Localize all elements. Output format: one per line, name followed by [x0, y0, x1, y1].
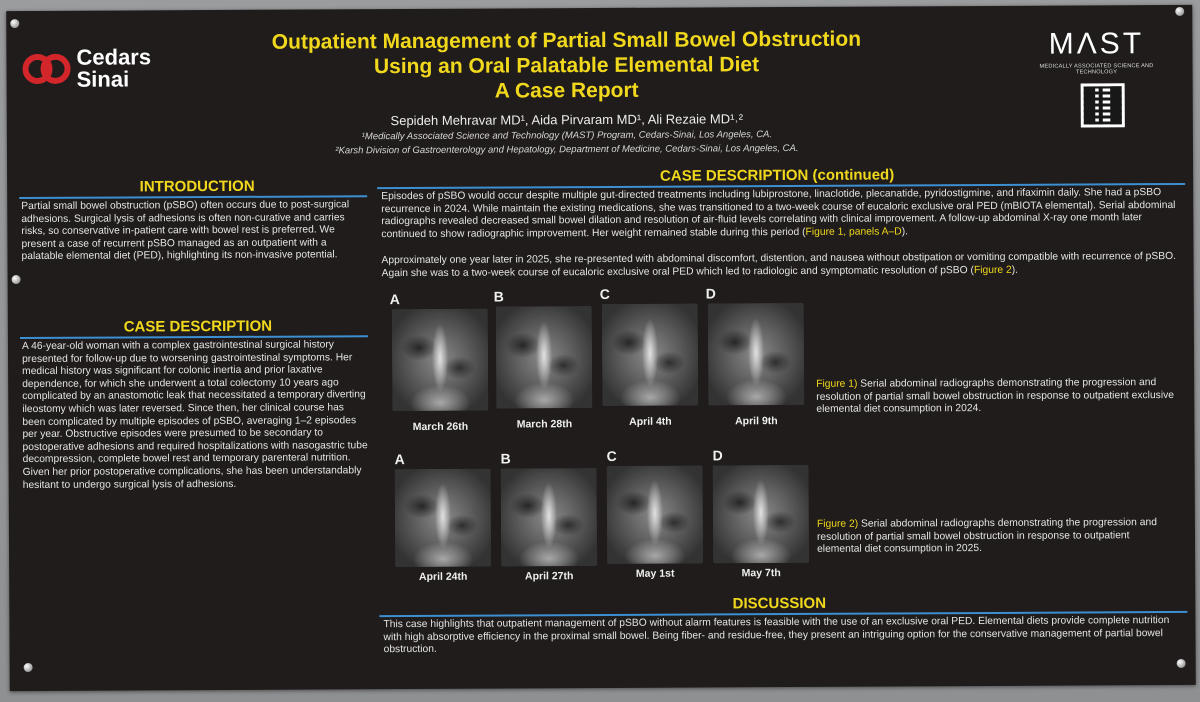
- fig2-xray-c: [607, 465, 704, 564]
- poster-title: [236, 26, 896, 104]
- fig1-xray-a: [392, 309, 489, 412]
- discussion-text: This case highlights that outpatient management of pSBO without alarm features is feasible with the use of an exclusive oral PED. Elemental diets provide complete nutrition with high absorptive efficiency in the proximal small bowel. Being fiber- and residue-free, they present an intriguing option for the conservative management of partial bowel obstruction.: [383, 615, 1170, 656]
- fig2-date-d: May 7th: [741, 567, 781, 580]
- fig1-date-a: March 26th: [412, 420, 469, 433]
- affiliation-2: ²Karsh Division of Gastroenterology and Hepatology, Department of Medicine, Cedars-Sinai, Los Angeles, CA.: [335, 142, 799, 157]
- case-continued-heading: CASE DESCRIPTION (continued): [659, 166, 895, 185]
- fig1-date-d: April 9th: [735, 415, 778, 428]
- cedars-sinai-logo-icon: [22, 47, 70, 91]
- mast-logo-name: MΛST: [1048, 27, 1145, 61]
- mast-logo-tagline: MEDICALLY ASSOCIATED SCIENCE AND TECHNOLOGY: [1039, 63, 1154, 76]
- pin-bottom-right: [1177, 659, 1186, 668]
- figure-1-caption-text: Serial abdominal radiographs demonstrating the progression and resolution of partial small bowel obstruction in response to outpatient exclusive elemental diet consumption in 2024.: [816, 377, 1175, 416]
- fig1-panel-c-label: C: [599, 285, 610, 303]
- fig2-xray-d: [713, 465, 810, 564]
- fig1-panel-b-label: B: [493, 288, 504, 305]
- fig1-xray-b: [496, 306, 593, 409]
- figure-2-caption-text: Serial abdominal radiographs demonstrating the progression and resolution of partial small bowel obstruction in response to outpatient elemental diet consumption in 2025.: [816, 517, 1157, 556]
- title-line2: Using an Oral Palatable Elemental Diet: [373, 53, 760, 79]
- fig1-date-c: April 4th: [629, 415, 672, 428]
- affiliation-1: ¹Medically Associated Science and Technology (MAST) Program, Cedars-Sinai, Los Angeles, CA.: [361, 129, 773, 143]
- figure-2-caption: [817, 517, 1177, 557]
- fig1-date-b: March 28th: [516, 418, 573, 431]
- case-continued-paragraph-2: [382, 251, 1182, 280]
- logo-line2: Sinai: [76, 66, 130, 92]
- figure-1-caption: [816, 377, 1176, 417]
- fig1-panel-d-label: D: [705, 285, 716, 302]
- cedars-sinai-logo: [22, 46, 151, 91]
- introduction-rule: [19, 195, 367, 199]
- poster: [6, 5, 1196, 691]
- fig2-panel-c-label: C: [606, 447, 617, 464]
- introduction-heading: INTRODUCTION: [139, 177, 255, 196]
- pin-bottom-left: [24, 663, 33, 672]
- fig1-xray-d: [708, 303, 805, 406]
- title-line3: A Case Report: [494, 78, 639, 103]
- case-continued-p1-text: Episodes of pSBO would occur despite multiple gut-directed treatments including lubiprostone, linaclotide, plecanatide, pyridostigmine, and rifaximin daily. She had a pSBO recurrence in 2024. While maintain the existing medications, she was transitioned to a two-week course of eucaloric exclusive oral PED (mBIOTA elemental). Serial abdominal radiographs revealed decreased small bowel dilation and resolution of air-fluid levels correlating with clinical improvement. A follow-up abdominal X-ray one month later continued to show radiographic improvement. Her weight remained stable during this period (: [381, 187, 1176, 240]
- logo-line1: Cedars: [76, 44, 152, 70]
- qr-code-icon: [1081, 83, 1125, 127]
- pin-top-right: [1175, 7, 1184, 16]
- fig2-panel-d-label: D: [712, 447, 723, 464]
- pin-top-left: [10, 19, 19, 28]
- fig2-xray-a: [395, 469, 492, 568]
- case-description-text: A 46-year-old woman with a complex gastrointestinal surgical history presented for follow-up due to worsening gastrointestinal symptoms. Her medical history was significant for colonic inertia and prior laxative dependence, for which she underwent a total colectomy 10 years ago complicated by an anastomotic leak that necessitated a temporary diverting ileostomy which was later reversed. Since then, her clinical course has been complicated by multiple episodes of pSBO, averaging 1–2 episodes per year. Obstructive episodes were presumed to be secondary to postoperative adhesions and required hospitalizations with nasogastric tube decompression, complete bowel rest and temporary parenteral nutrition. Given her prior postoperative complications, she has been understandably hesitant to undergo surgical lysis of adhesions.: [21, 339, 368, 491]
- figure-1-caption-ref: Figure 1): [816, 378, 858, 390]
- discussion-heading: DISCUSSION: [732, 594, 827, 613]
- figure-2-caption-ref: Figure 2): [816, 518, 859, 530]
- fig2-date-c: May 1st: [635, 567, 675, 580]
- fig1-xray-c: [602, 303, 699, 406]
- case-continued-p2-text: Approximately one year later in 2025, she re-presented with abdominal discomfort, distention, and nausea without obstipation or vomiting compatible with recurrence of pSBO. Again she was to a two-week course of eucaloric exclusive oral PED which led to radiologic and symptomatic resolution of pSBO (: [381, 250, 1176, 279]
- case-continued-paragraph-1: [381, 187, 1181, 242]
- pin-mid-left: [12, 275, 21, 284]
- case-description-heading: CASE DESCRIPTION: [123, 317, 273, 336]
- fig2-date-b: April 27th: [524, 570, 574, 583]
- fig2-panel-a-label: A: [394, 451, 405, 468]
- title-line1: Outpatient Management of Partial Small Bowel Obstruction: [271, 27, 862, 54]
- fig2-panel-b-label: B: [500, 450, 511, 467]
- fig1-panel-a-label: A: [389, 291, 400, 308]
- figure-1-reference: Figure 1, panels A–D: [805, 226, 902, 238]
- case-continued-p2-end: ).: [1011, 264, 1019, 276]
- case-continued-p1-end: ).: [901, 226, 909, 238]
- authors: Sepideh Mehravar MD¹, Aida Pirvaram MD¹, Ali Rezaie MD¹˒²: [390, 111, 744, 129]
- fig2-xray-b: [501, 468, 598, 567]
- figure-2-reference: Figure 2: [973, 264, 1012, 276]
- mast-logo: [1026, 27, 1166, 76]
- case-description-rule: [20, 335, 368, 339]
- introduction-text: Partial small bowel obstruction (pSBO) often occurs due to post-surgical adhesions. Surgical lysis of adhesions is often non-curative and carries risks, so conservative in-patient care with bowel rest is preferred. We present a case of recurrent pSBO managed as an outpatient with a palatable elemental diet (PED), highlighting its non-invasive potential.: [21, 199, 350, 263]
- fig2-date-a: April 24th: [418, 570, 468, 583]
